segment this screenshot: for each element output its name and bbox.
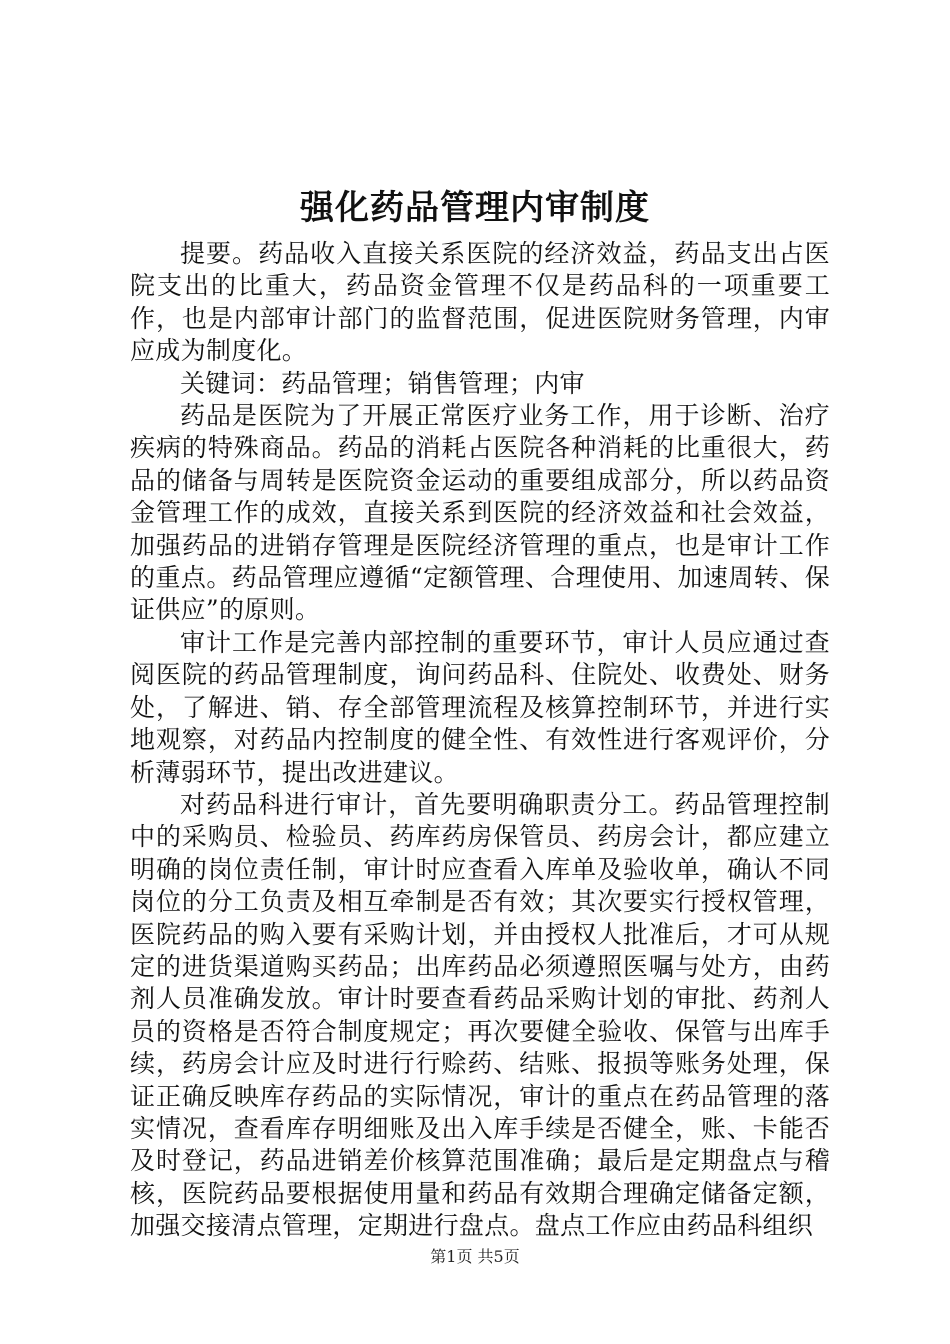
paragraph-intro: 药品是医院为了开展正常医疗业务工作，用于诊断、治疗疾病的特殊商品。药品的消耗占医院各种消耗的比重很大，药品的储备与周转是医院资金运动的重要组成部分，所以药品资金管理工作的成效，直接关系到医院的经济效益和社会效益，加强药品的进销存管理是医院经济管理的重点，也是审计工作的重点。药品管理应遵循“定额管理、合理使用、加速周转、保证供应”的原则。 bbox=[130, 401, 830, 625]
document-title: 强化药品管理内审制度 bbox=[300, 188, 650, 228]
paragraph-keywords: 关键词：药品管理；销售管理；内审 bbox=[180, 368, 585, 398]
document-body bbox=[130, 238, 830, 1243]
paragraph-audit-procedure: 对药品科进行审计，首先要明确职责分工。药品管理控制中的采购员、检验员、药库药房保管员、药房会计，都应建立明确的岗位责任制，审计时应查看入库单及验收单，确认不同岗位的分工负责及相互牵制是否有效；其次要实行授权管理，医院药品的购入要有采购计划，并由授权人批准后，才可从规定的进货渠道购买药品；出库药品必须遵照医嘱与处方，由药剂人员准确发放。审计时要查看药品采购计划的审批、药剂人员的资格是否符合制度规定；再次要健全验收、保管与出库手续，药房会计应及时进行行赊药、结账、报损等账务处理，保证正确反映库存药品的实际情况，审计的重点在药品管理的落实情况，查看库存明细账及出入库手续是否健全，账、卡能否及时登记，药品进销差价核算范围准确；最后是定期盘点与稽核，医院药品要根据使用量和药品有效期合理确定储备定额，加强交接清点管理，定期进行盘点。盘点工作应由药品科组织 bbox=[130, 789, 830, 1241]
page-footer: 第1页 共5页 bbox=[430, 1247, 520, 1266]
paragraph-abstract: 提要。药品收入直接关系医院的经济效益，药品支出占医院支出的比重大，药品资金管理不仅是药品科的一项重要工作，也是内部审计部门的监督范围，促进医院财务管理，内审应成为制度化。 bbox=[130, 239, 830, 366]
paragraph-audit-role: 审计工作是完善内部控制的重要环节，审计人员应通过查阅医院的药品管理制度，询问药品科、住院处、收费处、财务处，了解进、销、存全部管理流程及核算控制环节，并进行实地观察，对药品内控制度的健全性、有效性进行客观评价，分析薄弱环节，提出改进建议。 bbox=[130, 627, 830, 787]
